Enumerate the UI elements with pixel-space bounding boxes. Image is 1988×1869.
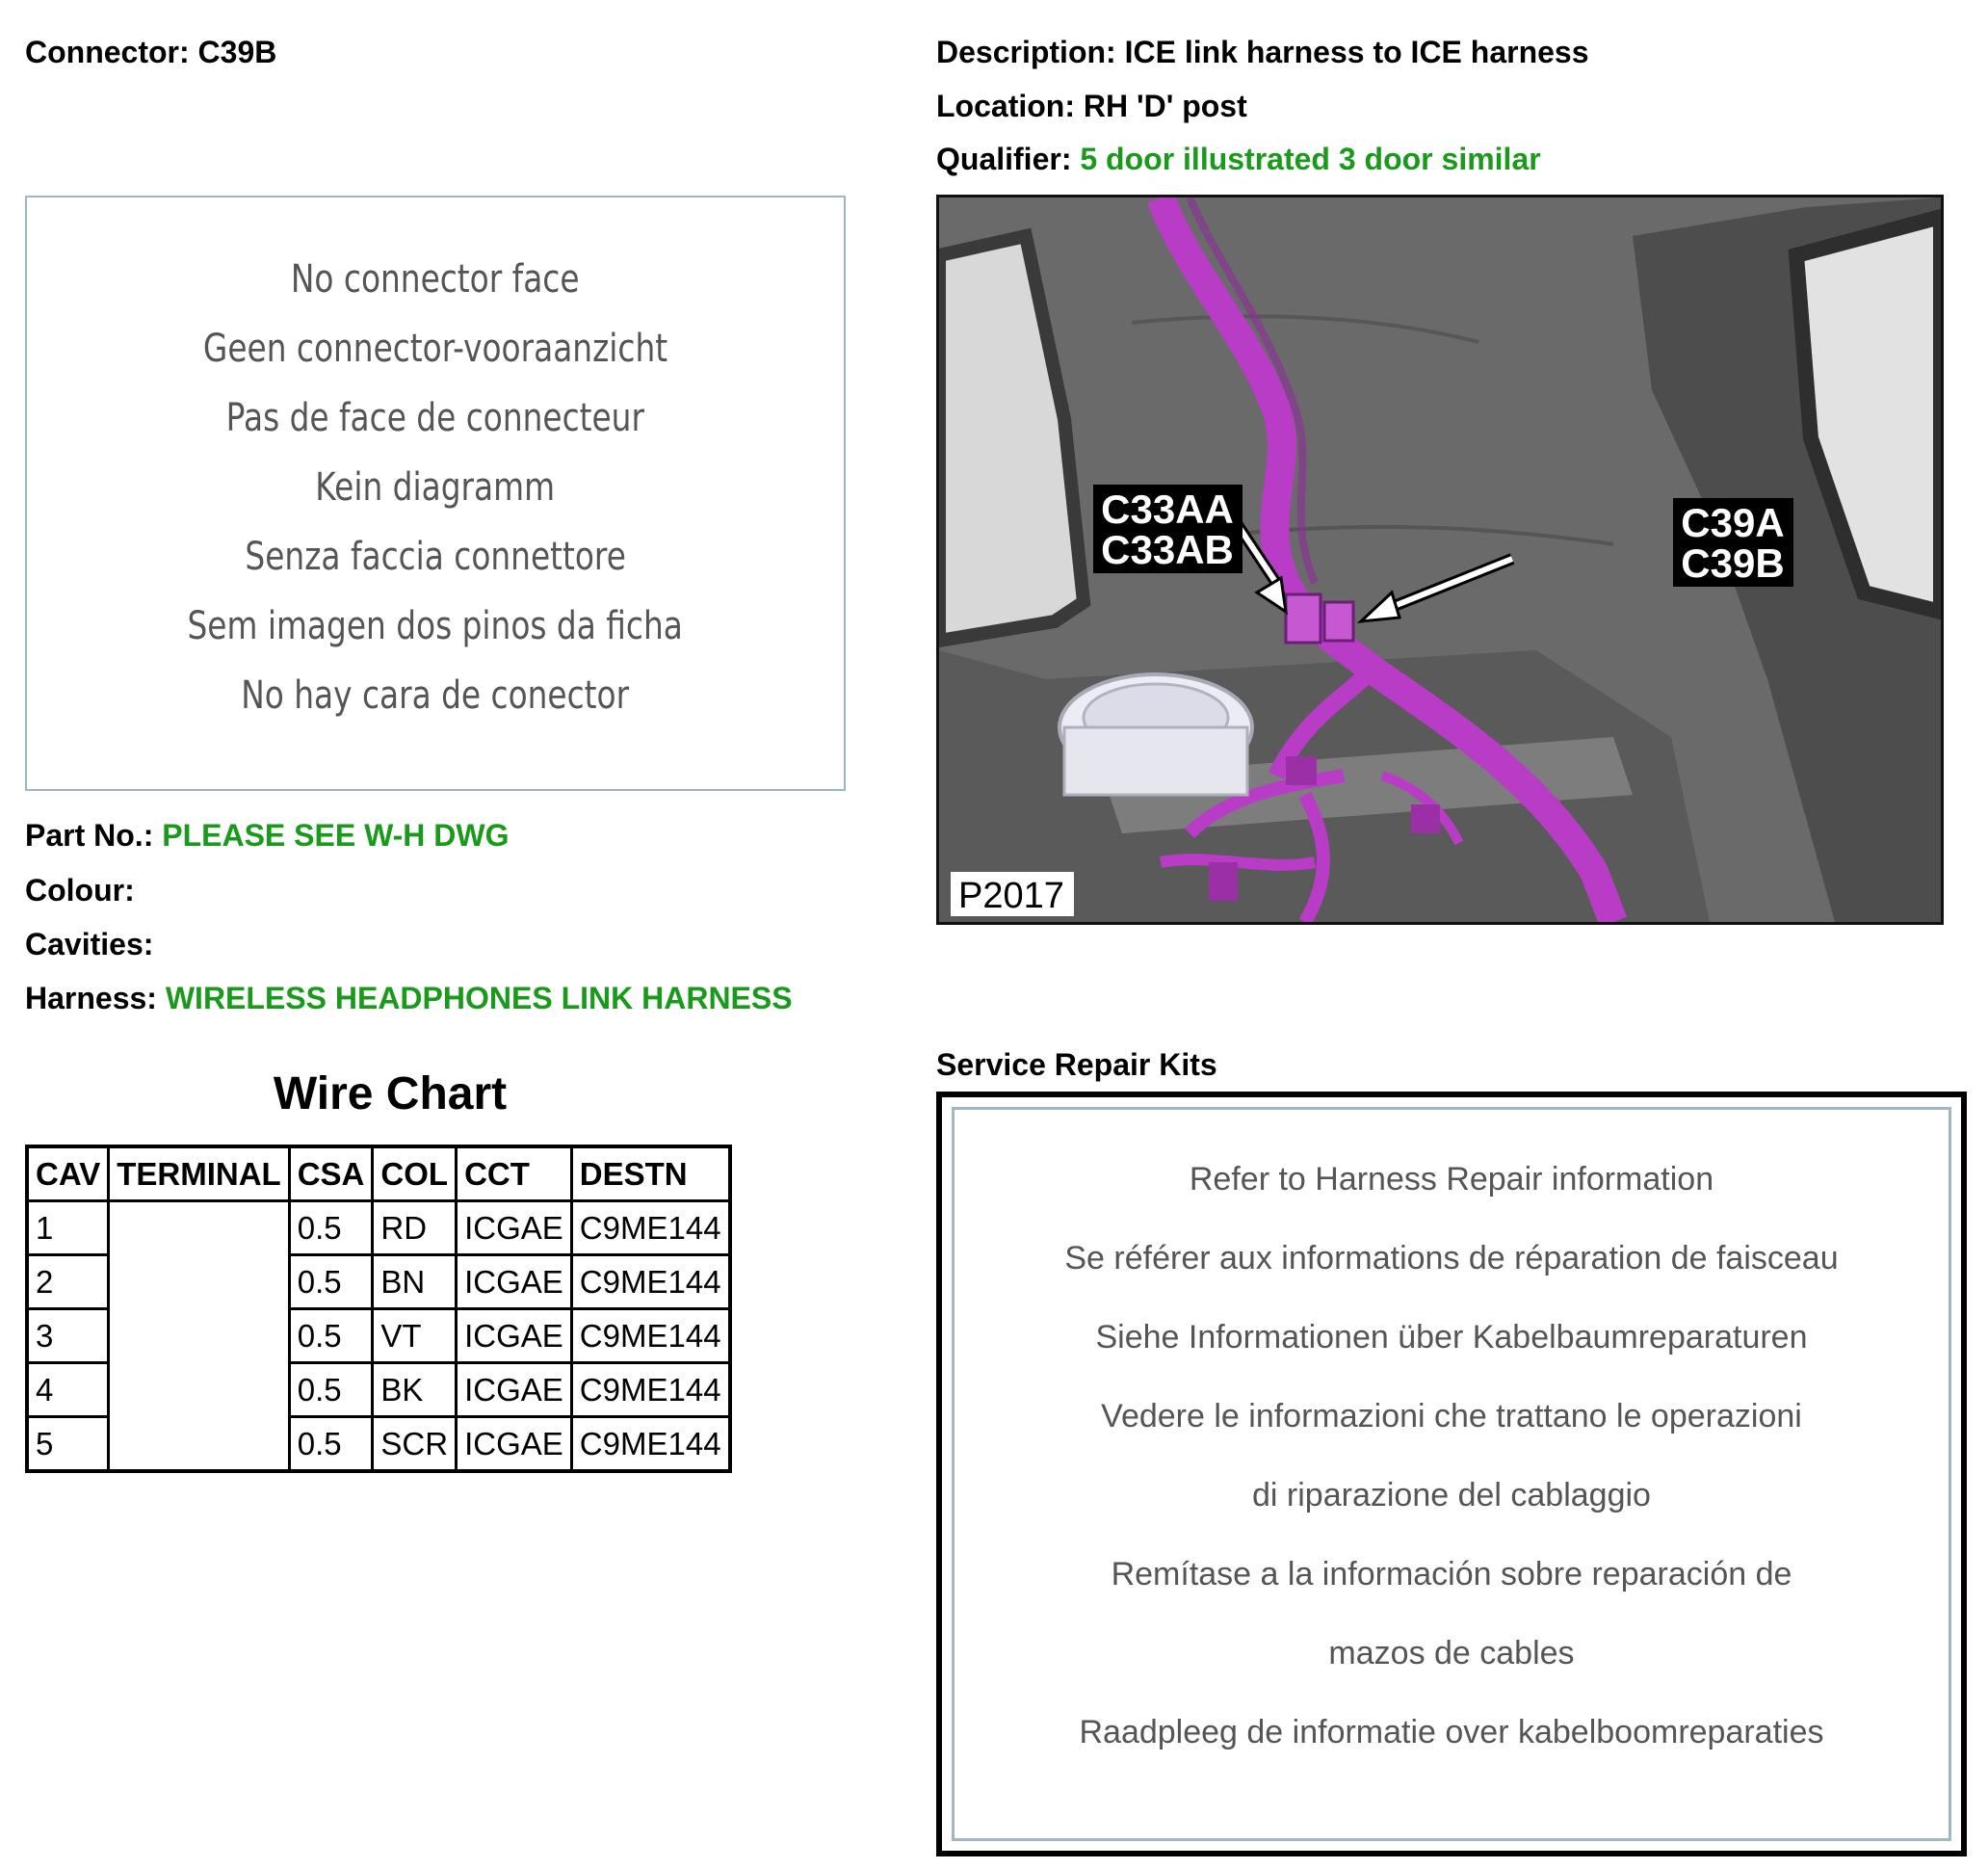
repair-info-line: Refer to Harness Repair information (1189, 1161, 1714, 1198)
cell-destn: C9ME144 (571, 1201, 729, 1255)
cell-csa: 0.5 (289, 1363, 373, 1417)
part-no-field (25, 818, 510, 854)
cell-destn: C9ME144 (571, 1309, 729, 1363)
repair-info-line: mazos de cables (1328, 1635, 1575, 1672)
location-label: Location: (936, 89, 1075, 123)
qualifier-label: Qualifier: (936, 142, 1072, 176)
no-face-line: Geen connector-vooraanzicht (202, 327, 668, 371)
cell-cav: 3 (27, 1309, 109, 1363)
colour-label: Colour: (25, 873, 135, 908)
repair-info-line: Se référer aux informations de réparation de faisceau (1064, 1240, 1839, 1277)
description-label: Description: (936, 35, 1116, 69)
harness-value: WIRELESS HEADPHONES LINK HARNESS (165, 981, 793, 1015)
location-photo (936, 195, 1944, 925)
cell-terminal (109, 1201, 289, 1472)
label-c39a: C39A (1681, 500, 1785, 545)
cell-cav: 1 (27, 1201, 109, 1255)
qualifier-field (936, 142, 1541, 177)
description-value: ICE link harness to ICE harness (1124, 35, 1589, 69)
no-face-line: Pas de face de connecteur (225, 396, 645, 440)
header-cct: CCT (457, 1146, 572, 1201)
harness-field (25, 981, 793, 1016)
cell-destn: C9ME144 (571, 1417, 729, 1472)
cell-csa: 0.5 (289, 1417, 373, 1472)
cell-cct: ICGAE (457, 1309, 572, 1363)
connector-field (25, 35, 276, 70)
label-c39b: C39B (1681, 540, 1785, 586)
qualifier-value: 5 door illustrated 3 door similar (1080, 142, 1541, 176)
connector-small-1 (1286, 756, 1317, 785)
no-face-line: Senza faccia connettore (245, 535, 626, 579)
service-repair-kits-inner (952, 1107, 1951, 1841)
location-value: RH 'D' post (1083, 89, 1247, 123)
table-header-row (27, 1146, 730, 1201)
service-repair-kits-title: Service Repair Kits (936, 1047, 1217, 1082)
no-face-line: Sem imagen dos pinos da ficha (187, 604, 684, 648)
part-no-value: PLEASE SEE W-H DWG (162, 818, 510, 853)
repair-info-line: Raadpleeg de informatie over kabelboomreparaties (1079, 1714, 1824, 1751)
connector-small-3 (1411, 804, 1440, 833)
cell-cav: 5 (27, 1417, 109, 1472)
header-csa: CSA (289, 1146, 373, 1201)
wire-chart-table (25, 1145, 732, 1473)
connector-value: C39B (197, 35, 277, 69)
repair-info-line: Siehe Informationen über Kabelbaumreparaturen (1095, 1319, 1808, 1356)
cell-cct: ICGAE (457, 1201, 572, 1255)
header-cav: CAV (27, 1146, 109, 1201)
connector-c39a (1324, 602, 1353, 641)
location-illustration (939, 197, 1941, 922)
location-field (936, 89, 1247, 124)
repair-info-line: Vedere le informazioni che trattano le operazioni (1101, 1398, 1802, 1435)
harness-label: Harness: (25, 981, 157, 1015)
header-terminal: TERMINAL (109, 1146, 289, 1201)
no-face-line: No hay cara de conector (241, 673, 630, 718)
connector-label: Connector: (25, 35, 190, 69)
cell-cav: 4 (27, 1363, 109, 1417)
connector-c33a (1286, 594, 1321, 643)
cavities-label: Cavities: (25, 927, 154, 961)
cell-csa: 0.5 (289, 1309, 373, 1363)
cell-col: RD (373, 1201, 457, 1255)
service-repair-kits-panel (936, 1092, 1967, 1856)
cell-cct: ICGAE (457, 1255, 572, 1309)
cell-col: BK (373, 1363, 457, 1417)
cell-cct: ICGAE (457, 1363, 572, 1417)
cell-col: VT (373, 1309, 457, 1363)
no-face-line: Kein diagramm (315, 465, 556, 510)
header-col: COL (373, 1146, 457, 1201)
repair-info-line: di riparazione del cablaggio (1252, 1477, 1651, 1514)
colour-field (25, 873, 135, 908)
repair-info-line: Remítase a la información sobre reparación de (1111, 1556, 1792, 1593)
cell-cct: ICGAE (457, 1417, 572, 1472)
label-c33aa: C33AA (1101, 487, 1234, 532)
no-connector-face-panel (25, 196, 846, 791)
cell-csa: 0.5 (289, 1201, 373, 1255)
ref-code: P2017 (958, 876, 1064, 916)
header-destn: DESTN (571, 1146, 729, 1201)
cell-cav: 2 (27, 1255, 109, 1309)
description-field (936, 35, 1589, 70)
cell-destn: C9ME144 (571, 1255, 729, 1309)
cell-csa: 0.5 (289, 1255, 373, 1309)
cell-col: SCR (373, 1417, 457, 1472)
part-no-label: Part No.: (25, 818, 154, 853)
wire-chart-title: Wire Chart (273, 1068, 508, 1119)
cavities-field (25, 927, 153, 962)
table-row (27, 1201, 730, 1255)
connector-small-2 (1209, 862, 1238, 901)
cell-destn: C9ME144 (571, 1363, 729, 1417)
label-c33ab: C33AB (1101, 527, 1234, 572)
cell-col: BN (373, 1255, 457, 1309)
no-face-line: No connector face (291, 257, 580, 302)
